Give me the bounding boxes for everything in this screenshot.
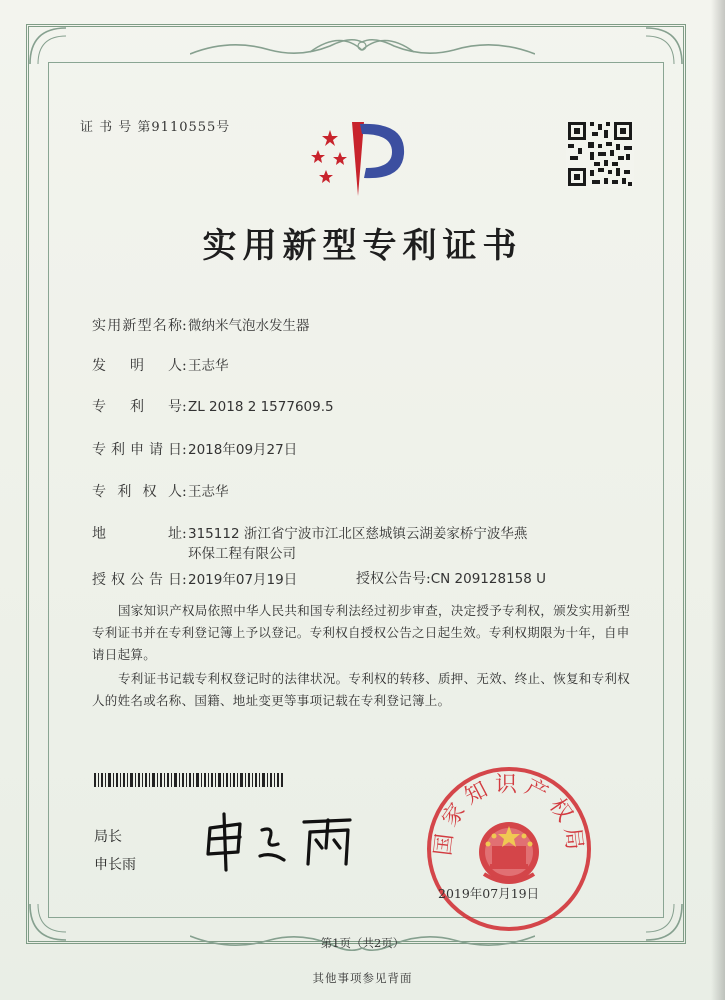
patent-office-logo-icon [300,108,420,198]
grant-number-value: CN 209128158 U [430,571,547,587]
grant-date-row: 授权公告日:2019年07月19日 [92,568,297,589]
certificate-number: 证 书 号 第9110555号 [80,120,231,135]
patent-number-row: 专利号:ZL 2018 2 1577609.5 [92,396,334,416]
grant-number-label: 授权公告号 [356,571,426,587]
corner-ornament-tl [26,24,70,68]
grant-date-label: 授权公告日 [92,572,182,588]
handwritten-signature-icon [200,808,370,878]
patentee-value: 王志华 [188,484,229,500]
filing-date-row: 专利申请日:2018年09月27日 [92,438,297,459]
address-value-line1: 315112 浙江省宁波市江北区慈城镇云湖姜家桥宁波华燕 [188,526,528,542]
filing-date-label: 专利申请日 [92,442,182,458]
patent-number-label: 专利号 [92,399,182,415]
qr-code-icon [566,120,634,188]
grant-date-value: 2019年07月19日 [188,572,298,588]
signatory-name: 申长雨 [94,857,136,873]
seal-date: 2019年07月19日 [438,886,540,901]
grant-number-row: 授权公告号:CN 209128158 U [356,571,547,587]
address-value-line2: 环保工程有限公司 [188,546,296,562]
top-ornament [190,32,535,68]
signatory-title: 局长 [94,829,122,845]
utility-model-name-row: 实用新型名称:微纳米气泡水发生器 [92,314,310,335]
utility-model-name-label: 实用新型名称 [92,318,182,334]
patent-number-value: ZL 2018 2 1577609.5 [188,399,334,415]
footer-note: 其他事项参见背面 [312,971,413,985]
inventor-value: 王志华 [188,358,229,374]
inventor-row: 发明人:王志华 [92,354,229,375]
scan-edge-shadow [711,0,725,1000]
certificate-paragraph-2: 专利证书记载专利权登记时的法律状况。专利权的转移、质押、无效、终止、恢复和专利权人的姓名或名称、国籍、地址变更等事项记载在专利登记簿上。 [92,671,631,708]
certificate-title: 实用新型专利证书 [202,226,523,266]
official-seal-icon [424,764,594,934]
address-row: 地址:315112 浙江省宁波市江北区慈城镇云湖姜家桥宁波华燕 [92,522,527,543]
seal-text: 国家知识产权局 [430,772,588,858]
utility-model-name-value: 微纳米气泡水发生器 [188,318,310,334]
certificate-paragraph-1: 国家知识产权局依照中华人民共和国专利法经过初步审查，决定授予专利权，颁发实用新型专利证书并在专利登记簿上予以登记。专利权自授权公告之日起生效。专利权期限为十年，自申请日起算。 [92,603,631,662]
corner-ornament-tr [642,24,686,68]
barcode-icon [94,773,284,787]
inventor-label: 发明人 [92,358,182,374]
address-label: 地址 [92,526,182,542]
filing-date-value: 2018年09月27日 [188,442,298,458]
patentee-label: 专利权人 [92,484,182,500]
patentee-row: 专利权人:王志华 [92,480,229,501]
page-number: 第1页（共2页） [320,936,405,950]
